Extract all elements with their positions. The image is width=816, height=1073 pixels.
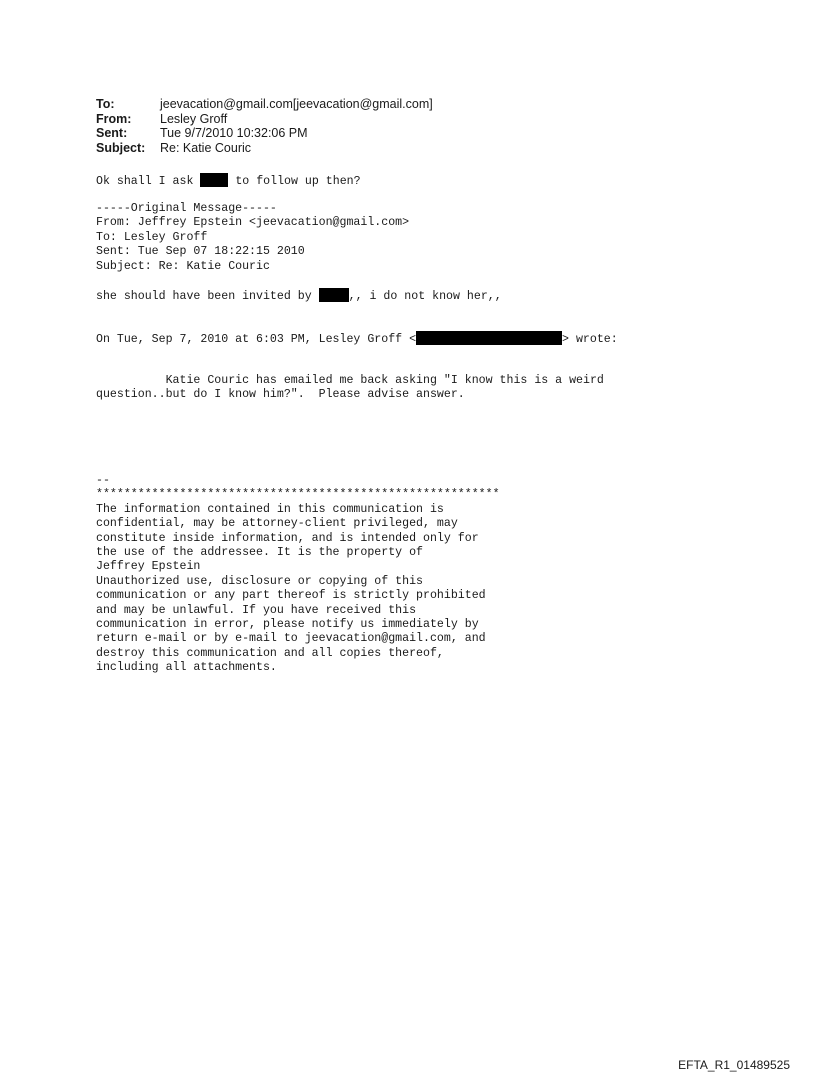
disclaimer-line: including all attachments. <box>96 661 277 675</box>
subject-value: Re: Katie Couric <box>160 140 252 155</box>
reply-line <box>96 173 361 188</box>
disclaimer-line: the use of the addressee. It is the property of <box>96 546 423 560</box>
reply-text-before: Ok shall I ask <box>96 175 201 188</box>
header-subject-row <box>96 141 433 156</box>
epstein-text-before: she should have been invited by <box>96 290 319 303</box>
disclaimer-line: return e-mail or by e-mail to jeevacation@gmail.com, and <box>96 632 486 646</box>
quoted-message <box>96 374 604 403</box>
header-from-row <box>96 112 433 127</box>
from-label: From: <box>96 111 132 126</box>
signature-dashes: -- <box>96 474 110 487</box>
disclaimer-line: The information contained in this communication is <box>96 502 444 516</box>
signature-block <box>96 474 500 676</box>
to-label: To: <box>96 97 115 111</box>
signature-stars: ********************************************************** <box>96 488 500 502</box>
quoted-line-2: question..but do I know him?". Please advise answer. <box>96 388 465 402</box>
original-to: To: Lesley Groff <box>96 230 208 244</box>
original-sent: Sent: Tue Sep 07 18:22:15 2010 <box>96 245 305 259</box>
disclaimer-line: Jeffrey Epstein <box>96 560 201 574</box>
disclaimer-line: communication or any part thereof is strictly prohibited <box>96 589 486 603</box>
disclaimer-line: and may be unlawful. If you have received this <box>96 603 417 617</box>
quote-text-after: > wrote: <box>562 333 618 346</box>
reply-text-after: to follow up then? <box>228 175 361 188</box>
redaction-box <box>200 173 228 187</box>
original-divider: -----Original Message----- <box>96 202 277 215</box>
to-value: jeevacation@gmail.com[jeevacation@gmail.com] <box>160 97 433 111</box>
original-message-header <box>96 202 409 274</box>
redaction-box <box>416 331 562 345</box>
disclaimer-line: communication in error, please notify us immediately by <box>96 618 479 632</box>
header-to-row <box>96 97 433 112</box>
header-sent-row <box>96 126 433 141</box>
disclaimer-line: Unauthorized use, disclosure or copying of this <box>96 574 423 588</box>
subject-label: Subject: <box>96 140 146 155</box>
quoted-line-1: Katie Couric has emailed me back asking "I know this is a weird <box>96 374 604 387</box>
document-id: EFTA_R1_01489525 <box>678 1058 790 1072</box>
disclaimer-line: constitute inside information, and is intended only for <box>96 531 479 545</box>
email-header <box>96 97 433 155</box>
sent-value: Tue 9/7/2010 10:32:06 PM <box>160 126 308 140</box>
disclaimer-line: confidential, may be attorney-client privileged, may <box>96 517 458 531</box>
sent-label: Sent: <box>96 126 128 140</box>
redaction-box <box>319 288 349 302</box>
quote-attribution-line <box>96 331 618 346</box>
from-value: Lesley Groff <box>160 111 228 126</box>
epstein-text-after: ,, i do not know her,, <box>348 290 502 303</box>
quote-text-before: On Tue, Sep 7, 2010 at 6:03 PM, Lesley Groff < <box>96 333 417 346</box>
disclaimer-line: destroy this communication and all copies thereof, <box>96 646 444 660</box>
original-from: From: Jeffrey Epstein <jeevacation@gmail.com> <box>96 216 410 230</box>
epstein-reply-line <box>96 288 502 303</box>
original-subject: Subject: Re: Katie Couric <box>96 259 270 273</box>
